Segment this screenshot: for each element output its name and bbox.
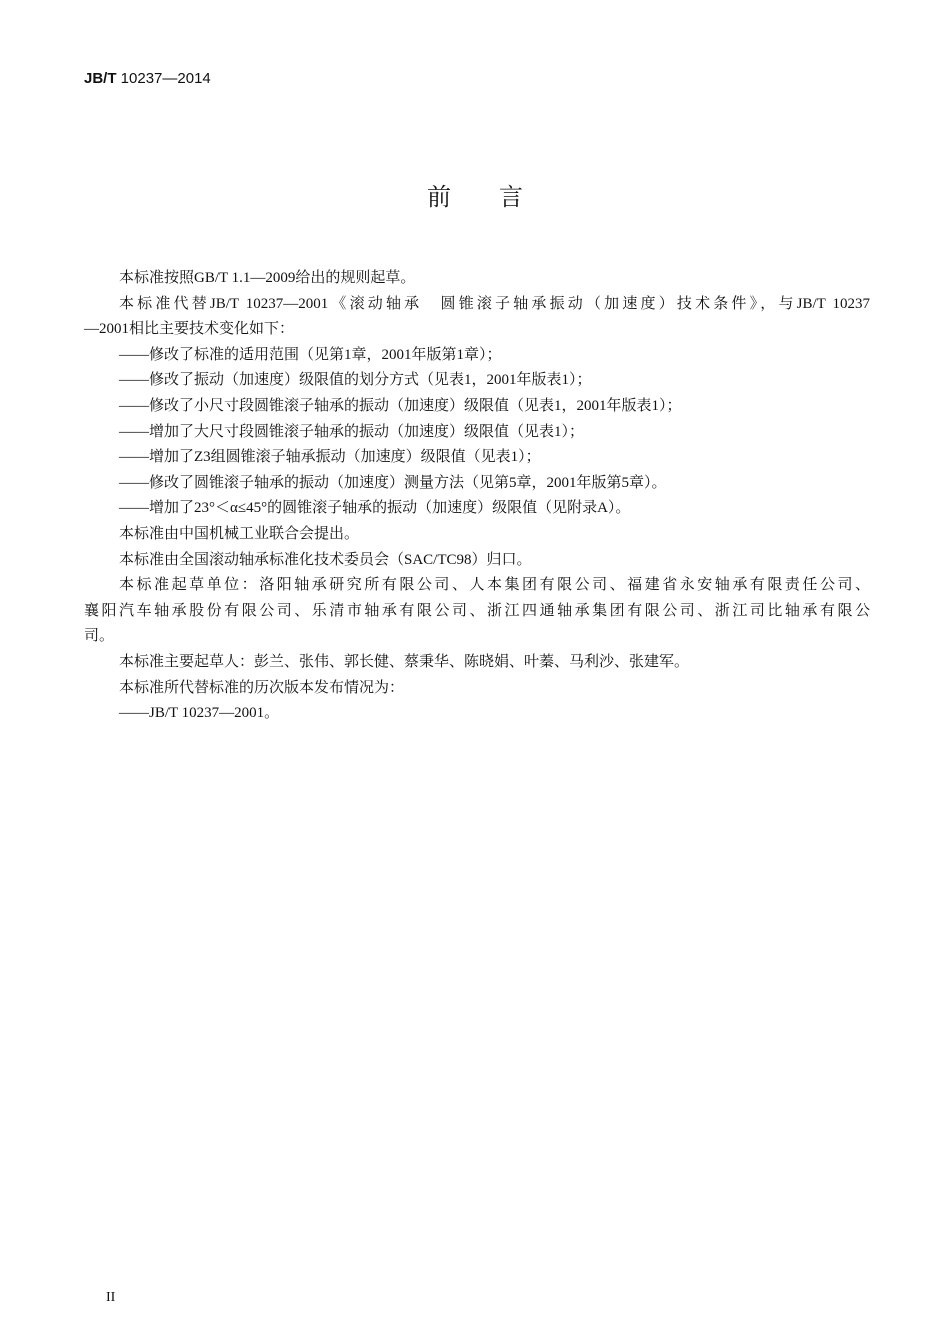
paragraph-committee: 本标准由全国滚动轴承标准化技术委员会（SAC/TC98）归口。 — [119, 551, 532, 568]
change-item-z3-limits: ——增加了Z3组圆锥滚子轴承振动（加速度）级限值（见表1）； — [119, 449, 541, 466]
foreword-body — [84, 266, 870, 727]
paragraph-history-intro: 本标准所代替标准的历次版本发布情况为： — [119, 679, 405, 696]
standard-code-header — [84, 70, 211, 88]
change-item-large-size-limits: ——增加了大尺寸段圆锥滚子轴承的振动（加速度）级限值（见表1）； — [119, 423, 585, 440]
history-item-2001: ——JB/T 10237—2001。 — [119, 705, 280, 722]
paragraph-drafting-units-line-1: 本标准起草单位：洛阳轴承研究所有限公司、人本集团有限公司、福建省永安轴承有限责任公司、 — [119, 577, 870, 594]
change-item-measurement-method: ——修改了圆锥滚子轴承的振动（加速度）测量方法（见第5章，2001年版第5章）。 — [119, 474, 667, 491]
standard-code-prefix: JB/T — [84, 70, 117, 87]
paragraph-drafting-rules: 本标准按照GB/T 1.1—2009给出的规则起草。 — [119, 270, 416, 286]
paragraph-replacement-line-1: 本标准代替JB/T 10237—2001《滚动轴承 圆锥滚子轴承振动（加速度）技术条件》，与JB/T 10237 — [119, 295, 870, 312]
paragraph-drafting-units-line-3: 司。 — [84, 628, 115, 645]
paragraph-proposer: 本标准由中国机械工业联合会提出。 — [119, 525, 360, 542]
standard-code-number: 10237—2014 — [116, 70, 211, 87]
page-number: II — [106, 1290, 116, 1305]
change-item-classification: ——修改了振动（加速度）级限值的划分方式（见表1，2001年版表1）； — [119, 372, 592, 389]
paragraph-drafters: 本标准主要起草人：彭兰、张伟、郭长健、蔡秉华、陈晓娟、叶蓁、马利沙、张建军。 — [119, 653, 690, 670]
paragraph-replacement-line-2: —2001相比主要技术变化如下： — [84, 321, 295, 338]
change-item-small-size-limits: ——修改了小尺寸段圆锥滚子轴承的振动（加速度）级限值（见表1，2001年版表1）； — [119, 397, 682, 414]
change-item-scope: ——修改了标准的适用范围（见第1章，2001年版第1章）； — [119, 346, 502, 363]
page-title: 前 言 — [427, 183, 523, 211]
paragraph-drafting-units-line-2: 襄阳汽车轴承股份有限公司、乐清市轴承有限公司、浙江四通轴承集团有限公司、浙江司比轴承有限公 — [84, 602, 870, 619]
change-item-angle-limits: ——增加了23°＜α≤45°的圆锥滚子轴承的振动（加速度）级限值（见附录A）。 — [119, 500, 631, 517]
